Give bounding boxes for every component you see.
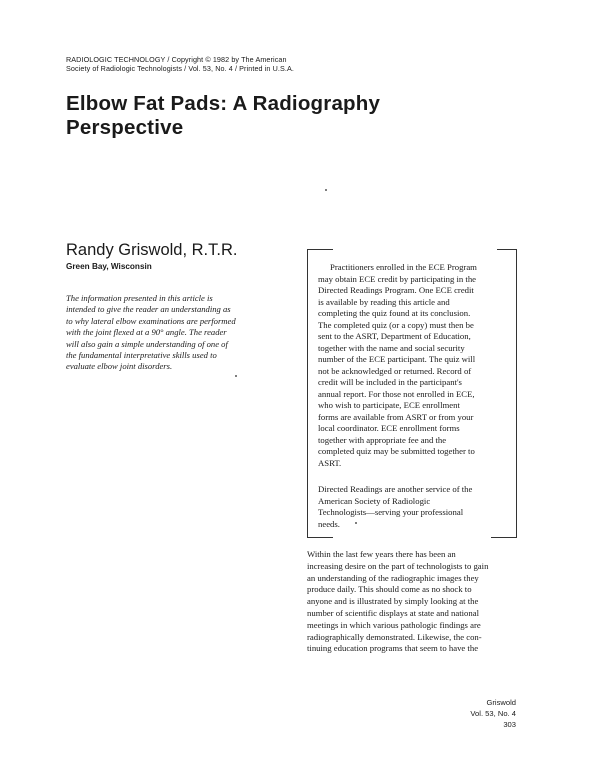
body-line: anyone and is illustrated by simply looking at the [307, 596, 479, 607]
ece-footer-line: Technologists—serving your professional [318, 507, 464, 517]
body-line: an understanding of the radiographic images they [307, 572, 479, 583]
scan-speck [325, 189, 327, 191]
ece-line: not be acknowledged or returned. Record of [318, 365, 472, 376]
ece-line: Practitioners enrolled in the ECE Program [330, 262, 477, 272]
ece-line: sent to the ASRT, Department of Education, [318, 331, 471, 341]
body-line: produce daily. This should come as no shock to [307, 584, 472, 595]
ece-line: The completed quiz (or a copy) must then be [318, 319, 474, 330]
ece-line: credit will be included in the participant's [318, 377, 462, 387]
author-name: Randy Griswold, R.T.R. [66, 241, 238, 259]
journal-header [66, 55, 326, 73]
frame-bottom-left [307, 537, 333, 538]
ece-line: is available by reading this article and [318, 296, 450, 307]
body-line: Within the last few years there has been an [307, 549, 456, 559]
abstract-line: the fundamental interpretative skills used to [66, 350, 217, 361]
abstract-line: will also gain a simple understanding of one of [66, 338, 228, 349]
abstract-line: evaluate elbow joint disorders. [66, 361, 173, 372]
abstract-line: intended to give the reader an understanding as [66, 304, 231, 315]
scan-speck [355, 522, 357, 524]
ece-line: local coordinator. ECE enrollment forms [318, 423, 460, 433]
author-location: Green Bay, Wisconsin [66, 262, 152, 271]
footer-author: Griswold [486, 698, 516, 707]
ece-line: Directed Readings Program. One ECE credit [318, 285, 474, 295]
body-text [307, 549, 522, 655]
frame-bottom-right [491, 537, 517, 538]
abstract [66, 293, 296, 373]
journal-header-line-1: RADIOLOGIC TECHNOLOGY / Copyright © 1982 by The American [66, 55, 287, 64]
ece-line: completing the quiz found at its conclusion. [318, 308, 471, 318]
frame-left [307, 249, 308, 538]
ece-line: who wish to participate, ECE enrollment [318, 400, 460, 410]
ece-footer-line: American Society of Radiologic [318, 495, 431, 506]
ece-footer-line: needs. [318, 518, 340, 529]
body-line: radiographically demonstrated. Likewise, the con- [307, 631, 482, 642]
ece-line: annual report. For those not enrolled in ECE, [318, 388, 475, 399]
ece-line: completed quiz may be submitted together to [318, 446, 475, 456]
ece-footer [318, 484, 518, 530]
body-line: tinuing education programs that seem to have the [307, 643, 479, 654]
ece-line: may obtain ECE credit by participating in the [318, 273, 477, 284]
ece-line: number of the ECE participant. The quiz will [318, 354, 476, 364]
body-line: meetings in which various pathologic findings are [307, 619, 481, 630]
article-title-line-2: Perspective [66, 116, 184, 139]
body-line: increasing desire on the part of technologists to gain [307, 560, 489, 571]
page-footer [440, 697, 516, 730]
ece-notice [318, 262, 518, 469]
journal-header-line-2: Society of Radiologic Technologists / Vol. 53, No. 4 / Printed in U.S.A. [66, 64, 294, 73]
frame-top-left [307, 249, 333, 250]
frame-top-right [497, 249, 517, 250]
ece-line: together with the name and social security [318, 342, 465, 353]
page-number: 303 [503, 720, 516, 729]
abstract-line: to why lateral elbow examinations are performed [66, 315, 236, 326]
abstract-line: with the joint flexed at a 90° angle. The reader [66, 327, 227, 338]
footer-volume: Vol. 53, No. 4 [470, 709, 516, 718]
ece-line: forms are available from ASRT or from your [318, 411, 474, 422]
article-title-line-1: Elbow Fat Pads: A Radiography [66, 92, 381, 115]
body-line: number of scientific displays at state and national [307, 607, 480, 618]
ece-footer-line: Directed Readings are another service of the [318, 484, 473, 494]
article-title [66, 92, 426, 140]
scan-speck [235, 375, 237, 377]
ece-line: together with appropriate fee and the [318, 434, 447, 445]
abstract-line: The information presented in this article is [66, 293, 213, 303]
ece-line: ASRT. [318, 457, 342, 468]
